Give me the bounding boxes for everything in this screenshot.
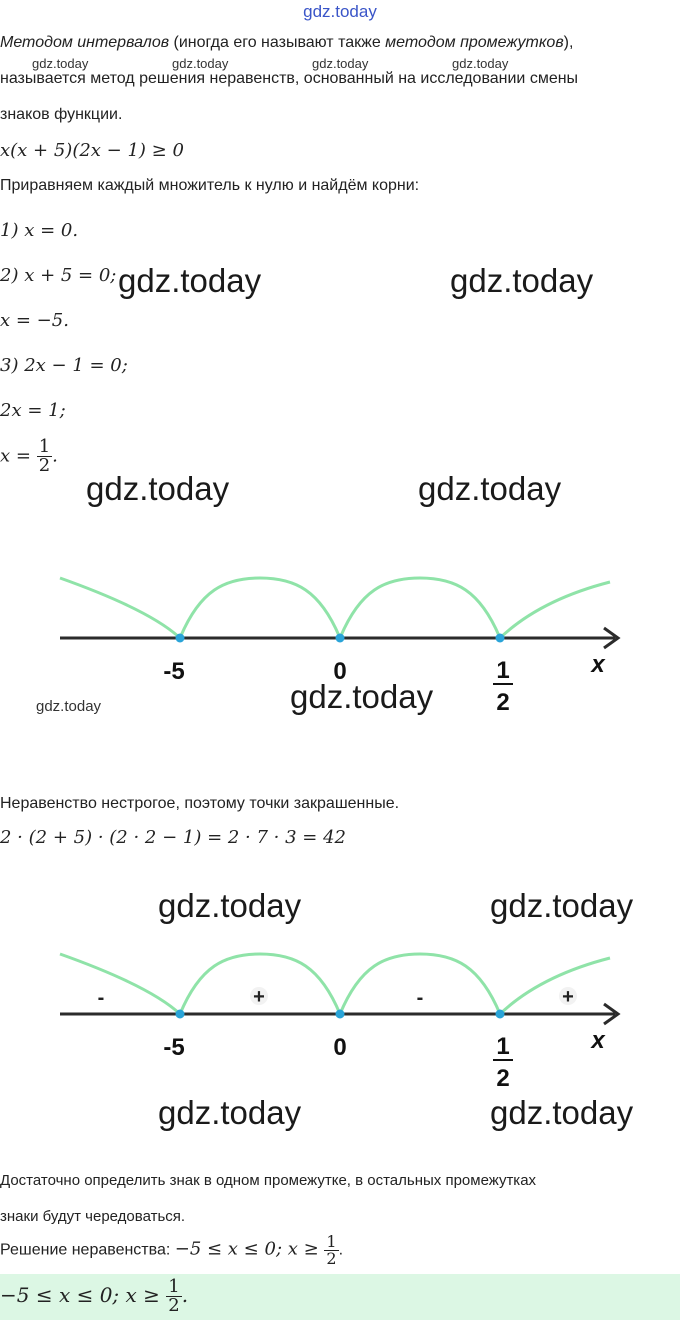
watermark: gdz.today [452,56,509,71]
root-3-step: 2x = 1; [0,400,66,421]
intro-mid-1: (иногда его называют также [169,34,386,51]
watermark: gdz.today [418,470,562,507]
fraction-numerator: 1 [38,436,51,457]
watermark: gdz.today [172,56,229,71]
intro-mid-2: ), [563,34,574,51]
fraction-numerator: 1 [168,1276,180,1297]
sign-interval-1: - [97,987,105,1009]
answer-line [0,1278,188,1315]
fraction [166,1278,181,1315]
alternate-note-1: Достаточно определить знак в одном промежутке, в остальных промежутках [0,1172,537,1189]
solution-label: Решение неравенства: [0,1241,175,1259]
root-3-value [0,438,58,475]
number-line-signs [0,936,680,1096]
watermark: gdz.today [490,887,634,924]
watermark: gdz.today [86,470,230,507]
tick-label-half-denominator: 2 [496,689,510,716]
term-gap-method: методом промежутков [385,34,564,51]
watermark: gdz.today [36,698,102,715]
watermark: gdz.today [158,1094,302,1131]
watermark: gdz.today [450,262,594,299]
arc-middle-2 [340,578,500,638]
site-header[interactable]: gdz.today [303,2,377,21]
solution-line [0,1234,343,1267]
watermark: gdz.today [290,678,434,715]
axis-variable: x [591,1027,605,1054]
watermark: gdz.today [32,56,89,71]
arc-left [60,954,180,1014]
tick-label-minus-5: -5 [163,1034,185,1061]
arc-left [60,578,180,638]
check-calculation: 2 · (2 + 5) · (2 · 2 − 1) = 2 · 7 · 3 = 42 [0,827,346,848]
tick-label-half-numerator: 1 [496,1033,510,1060]
intro-line-3: знаков функции. [0,106,123,123]
intro-line-2: называется метод решения неравенств, основанный на исследовании смены [0,70,579,87]
tick-label-minus-5: -5 [163,658,185,685]
point-minus-5 [176,634,185,643]
arc-right [500,958,610,1014]
root-2-equation: 2) x + 5 = 0; [0,265,117,286]
tick-label-0: 0 [333,1034,347,1061]
term-interval-method: Методом интервалов [0,34,170,51]
tick-label-0: 0 [333,658,347,685]
inequality: x(x + 5)(2x − 1) ≥ 0 [0,140,184,161]
point-0 [336,1010,345,1019]
answer-end: . [181,1283,189,1307]
watermark: gdz.today [158,887,302,924]
fraction-numerator: 1 [326,1232,337,1251]
root-2-value: x = −5. [0,310,69,331]
point-minus-5 [176,1010,185,1019]
solution-expression: −5 ≤ x ≤ 0; x ≥ [174,1238,325,1260]
root-3-lhs: x = [0,445,37,467]
watermark: gdz.today [312,56,369,71]
fraction-denominator: 2 [38,455,51,476]
root-3-end: . [52,445,58,467]
arc-right [500,582,610,638]
root-1: 1) x = 0. [0,220,79,241]
axis-variable: x [591,651,605,678]
sign-interval-4: + [562,986,574,1008]
tick-label-half-denominator: 2 [496,1065,510,1092]
watermark: gdz.today [490,1094,634,1131]
arc-middle-1 [180,578,340,638]
fraction-denominator: 2 [326,1249,337,1268]
point-half [496,1010,505,1019]
point-half [496,634,505,643]
sign-interval-3: - [416,987,424,1009]
solution-end: . [338,1241,344,1259]
fraction [37,438,52,475]
alternate-note-2: знаки будут чередоваться. [0,1208,186,1225]
point-0 [336,634,345,643]
fraction [324,1234,338,1267]
sign-interval-2: + [253,986,265,1008]
answer-expression: −5 ≤ x ≤ 0; x ≥ [0,1283,167,1307]
answer-box [0,1274,680,1320]
closed-points-note: Неравенство нестрогое, поэтому точки закрашенные. [0,795,400,812]
intro-line-1 [0,34,573,52]
watermark: gdz.today [118,262,262,299]
tick-label-half-numerator: 1 [496,657,510,684]
root-3-equation: 3) 2x − 1 = 0; [0,355,128,376]
roots-intro: Приравняем каждый множитель к нулю и найдём корни: [0,177,420,194]
fraction-denominator: 2 [168,1295,180,1316]
